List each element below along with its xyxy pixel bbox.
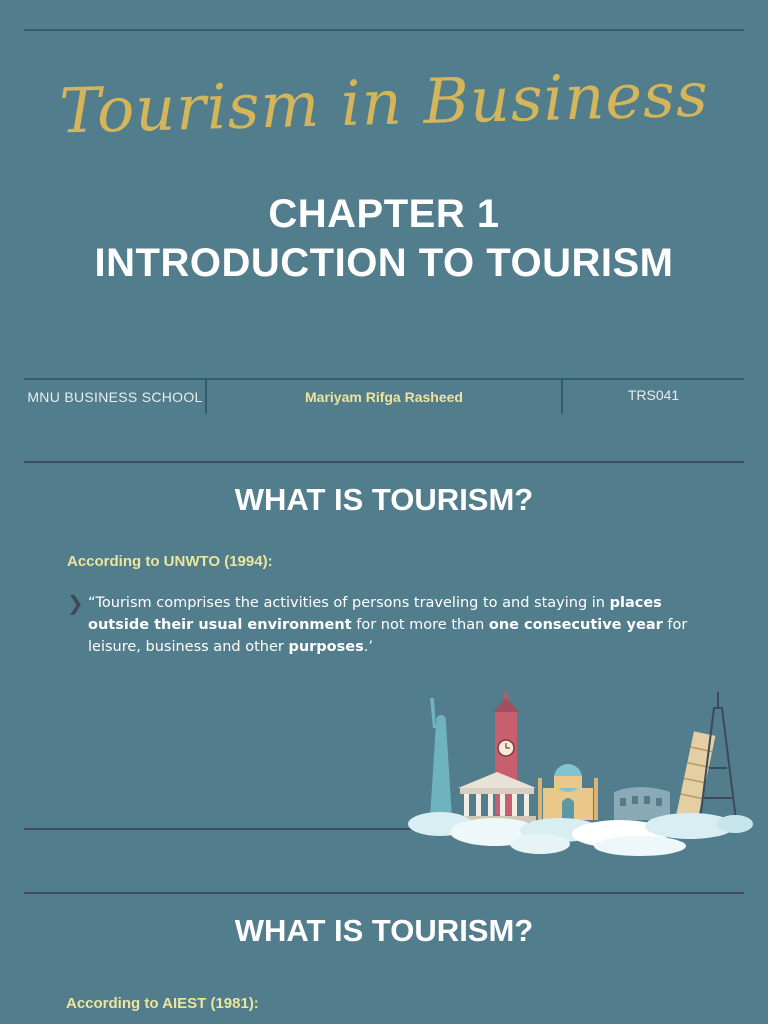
school-name: MNU BUSINESS SCHOOL [27, 389, 203, 405]
course-code: TRS041 [627, 387, 680, 403]
section-title: WHAT IS TOURISM? [234, 482, 534, 517]
definition-quote [67, 592, 717, 658]
quote-text: “Tourism comprises the activities of persons traveling to and staying in places outside their usual environment for not more than one consecutive year for leisure, business and other purposes.’ [88, 595, 688, 655]
section-divider [24, 892, 744, 894]
chapter-number: CHAPTER 1 [268, 192, 500, 236]
statue-of-liberty [422, 698, 462, 828]
taj-mahal [538, 764, 598, 820]
chevron-right-icon: ❯ [67, 591, 84, 615]
world-landmarks-illustration [400, 688, 760, 858]
chapter-title: INTRODUCTION TO TOURISM [94, 241, 674, 285]
script-title: Tourism in Business [58, 57, 710, 148]
source-label: According to UNWTO (1994): [67, 553, 273, 570]
source-label: According to AIEST (1981): [66, 995, 259, 1012]
top-rule [24, 29, 744, 31]
section-divider [24, 461, 744, 463]
section-title: WHAT IS TOURISM? [234, 913, 534, 948]
author-name: Mariyam Rifga Rasheed [305, 389, 463, 405]
colosseum [614, 787, 670, 820]
